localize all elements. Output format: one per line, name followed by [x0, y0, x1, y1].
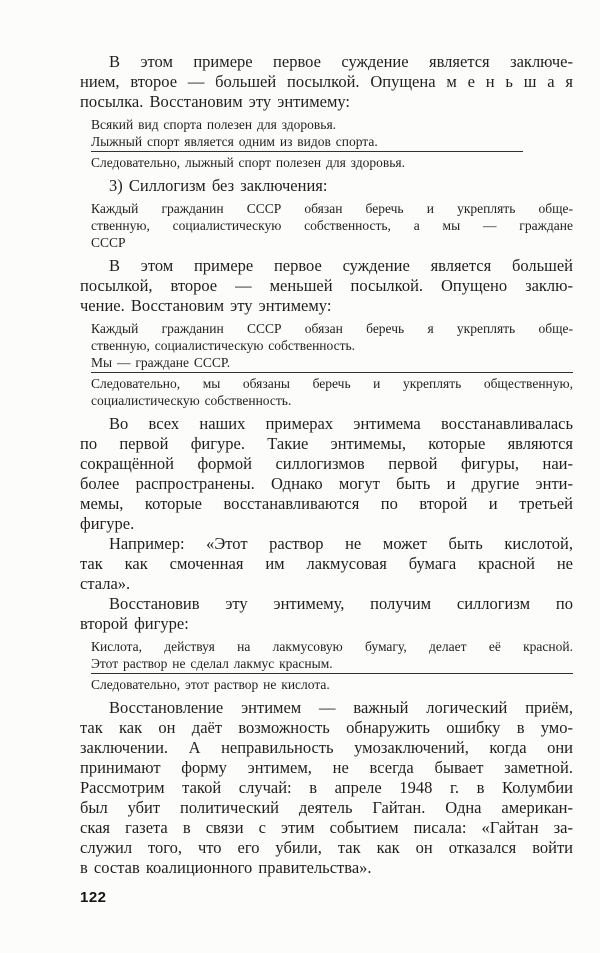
paragraph-block	[80, 256, 573, 316]
quote-block	[91, 320, 573, 409]
paragraph-block	[80, 414, 573, 534]
text-line: Кислота, действуя на лакмусовую бумагу, делает её красной.	[91, 639, 573, 654]
text-line: второй фигуре:	[80, 614, 189, 633]
paragraph-block	[80, 52, 573, 112]
text-line: Лыжный спорт является одним из видов спорта.	[91, 133, 523, 152]
paragraph-block	[80, 594, 573, 634]
text-line: посылка. Восстановим эту энтимему:	[80, 92, 351, 111]
text-line: заключении. А неправильность умозаключений, когда они	[80, 738, 573, 757]
text-line: так как смоченная им лакмусовая бумага красной не	[80, 554, 573, 573]
heading-block	[80, 176, 573, 196]
text-line: был убит политический деятель Гайтан. Одна американ-	[80, 798, 573, 817]
text-line: мемы, которые восстанавливаются по второй и третьей	[80, 494, 573, 513]
text-line: Восстановление энтимем — важный логический приём,	[109, 698, 573, 717]
quote-block	[91, 116, 573, 171]
text-line: Следовательно, мы обязаны беречь и укреплять общественную,	[91, 376, 573, 391]
page-number: 122	[80, 889, 107, 906]
text-line: в состав коалиционного правительства».	[80, 858, 372, 877]
text-line: Следовательно, лыжный спорт полезен для здоровья.	[91, 155, 405, 170]
text-line: стала».	[80, 574, 131, 593]
text-line: Следовательно, этот раствор не кислота.	[91, 677, 330, 692]
text-line: Мы — граждане СССР.	[91, 354, 573, 373]
text-line: Во всех наших примерах энтимема восстанавливалась	[109, 414, 573, 433]
text-line: социалистическую собственность.	[91, 393, 292, 408]
text-line: В этом примере первое суждение является большей	[109, 256, 573, 275]
text-line: более распространены. Однако могут быть и другие энти-	[80, 474, 573, 493]
text-line: по первой фигуре. Такие энтимемы, которые являются	[80, 434, 573, 453]
text-line: Рассмотрим такой случай: в апреле 1948 г. в Колумбии	[80, 778, 573, 797]
text-line: 3) Силлогизм без заключения:	[109, 176, 328, 195]
text-line: чение. Восстановим эту энтимему:	[80, 296, 332, 315]
text-line: ственную, социалистическую собственность, а мы — граждане	[91, 218, 573, 233]
text-line: нием, второе — большей посылкой. Опущена м е н ь ш а я	[80, 72, 573, 91]
text-line: Этот раствор не сделал лакмус красным.	[91, 655, 573, 674]
text-line: принимают форму энтимем, не всегда бывает заметной.	[80, 758, 573, 777]
text-line: ская газета в связи с этим событием писала: «Гайтан за-	[80, 818, 573, 837]
quote-block	[91, 638, 573, 693]
paragraph-block	[80, 534, 573, 594]
text-line: СССР	[91, 235, 126, 250]
text-line: так как он даёт возможность обнаружить ошибку в умо-	[80, 718, 573, 737]
text-line: В этом примере первое суждение является заключе-	[109, 52, 573, 71]
text-line: фигуре.	[80, 514, 135, 533]
quote-block	[91, 200, 573, 251]
text-line: Каждый гражданин СССР обязан беречь и укреплять обще-	[91, 201, 573, 216]
text-line: Например: «Этот раствор не может быть кислотой,	[109, 534, 573, 553]
text-line: Каждый гражданин СССР обязан беречь я укреплять обще-	[91, 321, 573, 336]
text-line: служил того, что его убили, так как он отказался войти	[80, 838, 573, 857]
page-content	[80, 52, 573, 906]
text-line: сокращённой формой силлогизмов первой фигуры, наи-	[80, 454, 573, 473]
text-line: Восстановив эту энтимему, получим силлогизм по	[109, 594, 573, 613]
paragraph-block	[80, 698, 573, 878]
text-line: посылкой, второе — меньшей посылкой. Опущено заклю-	[80, 276, 573, 295]
text-line: ственную, социалистическую собственность.	[91, 338, 356, 353]
text-line: Всякий вид спорта полезен для здоровья.	[91, 117, 337, 132]
